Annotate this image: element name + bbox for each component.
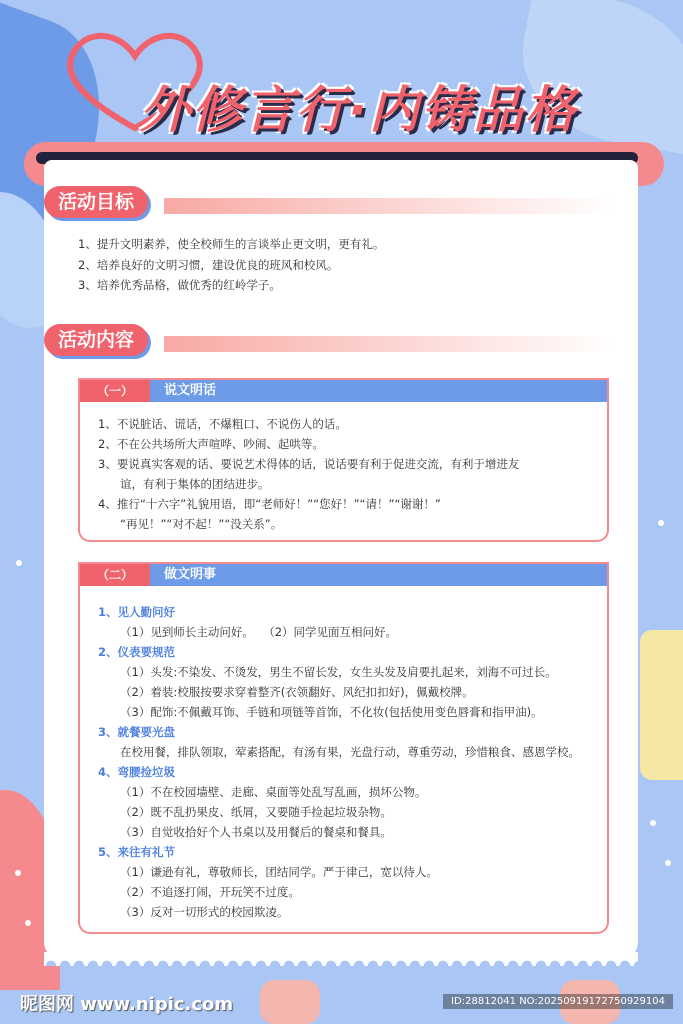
box-line: 在校用餐，排队领取，荤素搭配，有汤有果，光盘行动，尊重劳动，珍惜粮食、感恩学校。 [120,745,580,759]
dot-decoration [650,820,656,826]
box-line: “再见！”“对不起！”“没关系”。 [120,517,283,531]
box-line: （2）既不乱扔果皮、纸屑，又要随手捡起垃圾杂物。 [120,805,392,819]
watermark-left: 昵图网 www.nipic.com [20,994,234,1015]
section-goals-header [44,186,574,226]
list-item: 3、培养优秀品格，做优秀的红岭学子。 [78,278,281,292]
box-line: （1）见到师长主动问好。 （2）同学见面互相问好。 [120,625,398,639]
page-title: 外修言行·内铸品格 [140,81,577,139]
box-line: （3）反对一切形式的校园欺凌。 [120,905,289,919]
box-line: 2、不在公共场所大声喧哗、吵闹、起哄等。 [98,437,324,451]
section-goals-tag: 活动目标 [44,186,148,218]
list-item: 1、提升文明素养，使全校师生的言谈举止更文明，更有礼。 [78,237,385,251]
box-body [98,602,597,922]
subheading: 5、来往有礼节 [98,845,176,859]
hand-illustration [260,980,320,1024]
box-line: （2）不追逐打闹，开玩笑不过度。 [120,885,300,899]
box-line: （1）谦逊有礼，尊敬师长，团结同学。严于律己，宽以待人。 [120,865,438,879]
dot-decoration [665,860,671,866]
box-number: （二） [80,564,150,586]
subheading: 3、就餐要光盘 [98,725,176,739]
leaf-decoration [640,630,683,780]
box-body [98,414,597,534]
box-line: 谊，有利于集体的团结进步。 [120,477,270,491]
watermark-right: ID:28812041 NO:20250919172750929104 [443,994,673,1009]
section-content-tag: 活动内容 [44,324,148,356]
dot-decoration [15,870,21,876]
section-bar [164,336,614,352]
dot-decoration [658,520,664,526]
box-line: 4、推行“十六字”礼貌用语，即“老师好！”“您好！”“请！”“谢谢！” [98,497,441,511]
box-line: 3、要说真实客观的话、要说艺术得体的话，说话要有利于促进交流，有利于增进友 [98,457,520,471]
subheading: 1、见人勤问好 [98,605,176,619]
section-bar [164,198,614,214]
subheading: 4、弯腰捡垃圾 [98,765,176,779]
box-speak-civilly [78,378,609,542]
box-line: （1）头发:不染发、不烫发，男生不留长发，女生头发及肩要扎起来，刘海不可过长。 [120,665,557,679]
card-scalloped-edge [44,952,638,966]
box-title: 做文明事 [164,567,217,582]
box-line: （1）不在校园墙壁、走廊、桌面等处乱写乱画，损坏公物。 [120,785,427,799]
box-header [80,564,607,586]
box-line: （3）配饰:不佩戴耳饰、手链和项链等首饰，不化妆(包括使用变色唇膏和指甲油)。 [120,705,543,719]
title-area [40,20,660,140]
box-number: （一） [80,380,150,402]
box-line: （3）自觉收拾好个人书桌以及用餐后的餐桌和餐具。 [120,825,392,839]
box-do-civil-things [78,562,609,934]
box-line: （2）着装:校服按要求穿着整齐(衣领翻好、风纪扣扣好)，佩戴校牌。 [120,685,474,699]
dot-decoration [16,560,22,566]
dot-decoration [25,920,31,926]
section-content-header [44,324,574,364]
list-item: 2、培养良好的文明习惯，建设优良的班风和校风。 [78,257,339,272]
footer [0,980,683,1024]
box-header [80,380,607,402]
subheading: 2、仪表要规范 [98,645,176,659]
box-line: 1、不说脏话、谎话，不爆粗口、不说伤人的话。 [98,417,347,431]
box-title: 说文明话 [164,383,217,398]
goals-list [78,234,384,296]
